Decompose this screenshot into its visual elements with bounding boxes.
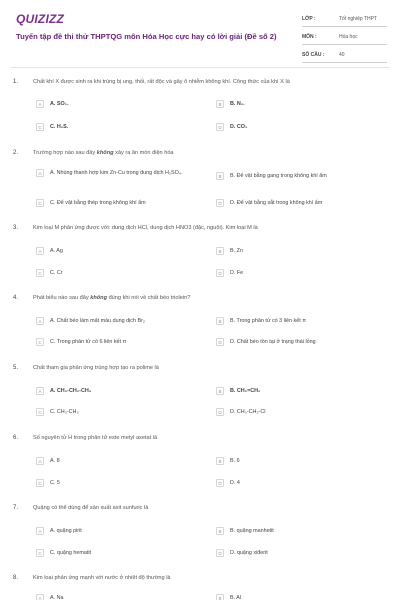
option-text: A. Ag: [50, 248, 63, 254]
option-letter: A: [36, 100, 44, 108]
option-b[interactable]: [216, 456, 380, 468]
question-number: 2.: [13, 150, 19, 156]
question-text: Kim loại phản ứng mạnh với nước ở nhiệt độ thường là: [33, 575, 171, 581]
option-letter: D: [216, 408, 224, 416]
option-b[interactable]: [216, 246, 380, 258]
option-text: D. CH₃-CH₂-Cl: [230, 409, 266, 415]
option-letter: C: [36, 549, 44, 557]
option-letter: D: [216, 199, 224, 207]
question-text: Kim loại M phản ứng được với: dung dịch HCl, dung dịch HNO3 (đặc, nguội). Kim loại M là: [33, 225, 258, 231]
option-text: C. 5: [50, 480, 60, 486]
option-letter: D: [216, 549, 224, 557]
option-text: A. quặng pirit: [50, 528, 82, 534]
option-letter: A: [36, 169, 44, 177]
option-text: C. quặng hematit: [50, 550, 92, 556]
meta-value: Tốt nghiệp THPT: [339, 16, 377, 22]
option-letter: A: [36, 317, 44, 325]
option-d[interactable]: [216, 122, 380, 134]
option-letter: C: [36, 199, 44, 207]
meta-value: 40: [339, 52, 345, 58]
option-a[interactable]: [36, 456, 200, 468]
option-text: A. 8: [50, 458, 60, 464]
option-c[interactable]: [36, 122, 200, 134]
option-letter: D: [216, 123, 224, 131]
option-letter: A: [36, 247, 44, 255]
document-title: Tuyển tập đề thi thử THPTQG môn Hóa Học cực hay có lời giải (Đề số 2): [16, 32, 277, 41]
option-letter: A: [36, 527, 44, 535]
option-text: B. Al: [230, 595, 242, 600]
option-d[interactable]: [216, 478, 380, 490]
meta-row-count: [302, 48, 387, 63]
option-b[interactable]: [216, 593, 380, 600]
option-c[interactable]: [36, 548, 200, 560]
question-number: 3.: [13, 225, 19, 231]
option-text: A. Nhúng thanh hợp kim Zn-Cu trong dung dịch H₂SO₄.: [50, 170, 183, 176]
question-number: 4.: [13, 295, 19, 301]
question-number: 8.: [13, 575, 19, 581]
quizizz-logo: QUIZIZZ: [16, 12, 65, 26]
option-letter: B: [216, 100, 224, 108]
option-a[interactable]: [36, 168, 200, 180]
option-a[interactable]: [36, 593, 200, 600]
option-letter: A: [36, 594, 44, 600]
meta-label: SỐ CÂU :: [302, 52, 325, 58]
option-a[interactable]: [36, 246, 200, 258]
question-number: 1.: [13, 79, 19, 85]
option-a[interactable]: [36, 99, 200, 111]
question-number: 7.: [13, 505, 19, 511]
option-letter: B: [216, 172, 224, 180]
option-text: D. CO₂: [230, 124, 248, 130]
meta-row-grade: [302, 12, 387, 27]
option-text: A. Chất béo làm mất màu dung dịch Br₂: [50, 318, 145, 324]
option-b[interactable]: [216, 316, 380, 328]
option-d[interactable]: [216, 337, 380, 349]
option-text: C. Cr: [50, 270, 63, 276]
option-letter: B: [216, 387, 224, 395]
option-letter: D: [216, 269, 224, 277]
option-d[interactable]: [216, 268, 380, 280]
option-text: D. quặng xiđerit: [230, 550, 268, 556]
option-letter: D: [216, 338, 224, 346]
option-text: B. N₂.: [230, 101, 245, 107]
header-divider: [10, 67, 390, 68]
option-c[interactable]: [36, 198, 200, 210]
option-text: D. 4: [230, 480, 240, 486]
option-text: B. Trong phân tử có 3 liên kết π: [230, 318, 306, 324]
option-text: A. Na: [50, 595, 64, 600]
option-letter: A: [36, 387, 44, 395]
question-text: Phát biểu nào sau đây không đúng khi nói về chất béo triolein?: [33, 295, 191, 301]
question-text: Chất khí X được sinh ra khi trùng bị ung, thối, rất độc và gây ô nhiễm không khí. Công thức của khí X là: [33, 79, 290, 85]
option-letter: B: [216, 457, 224, 465]
meta-value: Hóa học: [339, 34, 358, 40]
option-text: B. quặng manhetit: [230, 528, 274, 534]
option-letter: C: [36, 479, 44, 487]
option-letter: B: [216, 247, 224, 255]
option-a[interactable]: [36, 316, 200, 328]
meta-box: [302, 12, 387, 66]
option-c[interactable]: [36, 478, 200, 490]
meta-row-subject: [302, 30, 387, 45]
option-text: B. CH₂=CH₂: [230, 388, 261, 394]
option-letter: C: [36, 408, 44, 416]
option-letter: A: [36, 457, 44, 465]
option-letter: B: [216, 317, 224, 325]
option-letter: C: [36, 123, 44, 131]
option-text: A. CH₃-CH₂-CH₃: [50, 388, 92, 394]
question-text: Chất tham gia phản ứng trùng hợp tạo ra polime là: [33, 365, 159, 371]
option-a[interactable]: [36, 386, 200, 398]
question-number: 5.: [13, 365, 19, 371]
option-c[interactable]: [36, 337, 200, 349]
option-c[interactable]: [36, 407, 200, 419]
question-text: Số nguyên tử H trong phân tử este metyl axetat là: [33, 435, 158, 441]
document-header: [0, 0, 400, 70]
option-letter: B: [216, 594, 224, 600]
option-letter: C: [36, 338, 44, 346]
option-d[interactable]: [216, 407, 380, 419]
option-text: C. Để vật bằng thép trong không khí ẩm: [50, 200, 146, 206]
option-text: A. SO₂.: [50, 101, 69, 107]
meta-label: MÔN :: [302, 34, 317, 40]
option-a[interactable]: [36, 526, 200, 538]
option-text: D. Chất béo tồn tại ở trạng thái lỏng: [230, 339, 316, 345]
option-text: C. CH₃-CH₃: [50, 409, 79, 415]
option-text: B. Zn: [230, 248, 243, 254]
option-text: D. Để vật bằng sắt trong không khí ẩm: [230, 200, 323, 206]
option-text: C. Trong phân tử có 6 liên kết π: [50, 339, 127, 345]
option-b[interactable]: [216, 171, 380, 183]
option-text: B. Để vật bằng gang trong không khí ẩm: [230, 173, 327, 179]
option-text: B. 6: [230, 458, 240, 464]
option-c[interactable]: [36, 268, 200, 280]
question-text: Trường hợp nào sau đây không xảy ra ăn mòn điện hóa: [33, 150, 174, 156]
option-b[interactable]: [216, 99, 380, 111]
option-d[interactable]: [216, 548, 380, 560]
option-d[interactable]: [216, 198, 380, 210]
option-text: D. Fe: [230, 270, 244, 276]
meta-label: LỚP :: [302, 16, 316, 22]
question-number: 6.: [13, 435, 19, 441]
option-letter: D: [216, 479, 224, 487]
option-text: C. H₂S.: [50, 124, 69, 130]
option-b[interactable]: [216, 526, 380, 538]
option-letter: C: [36, 269, 44, 277]
question-text: Quặng có thể dùng để sản xuất axit sunfuric là: [33, 505, 149, 511]
option-letter: B: [216, 527, 224, 535]
option-b[interactable]: [216, 386, 380, 398]
